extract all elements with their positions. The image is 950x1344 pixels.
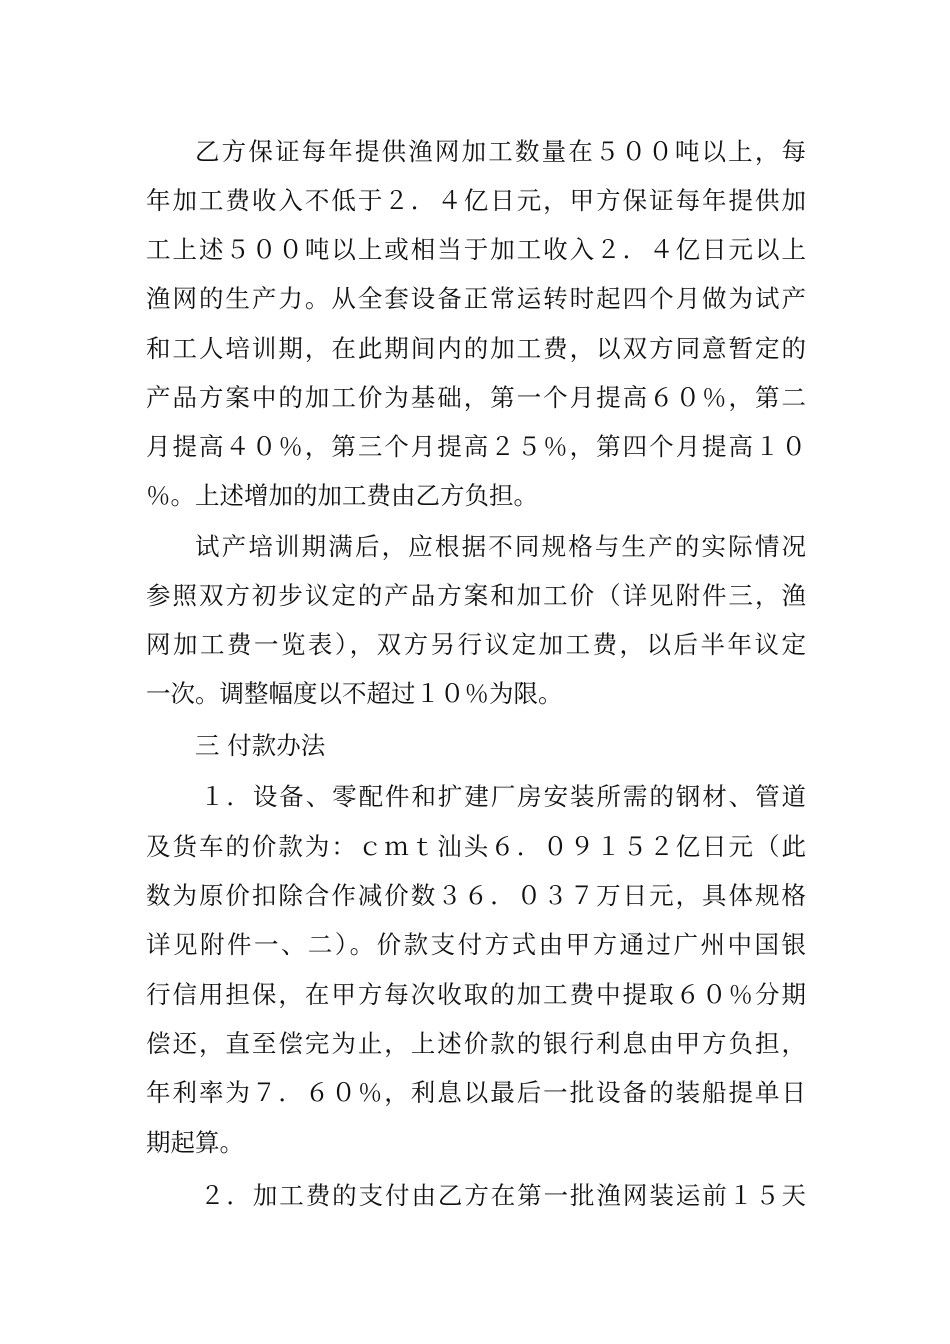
paragraph-line: 年利率为７．６０％，利息以最后一批设备的装船提单日 [146, 1078, 806, 1107]
paragraph-line: 试产培训期满后，应根据不同规格与生产的实际情况 [195, 532, 806, 561]
paragraph-line: 一次。调整幅度以不超过１０％为限。 [146, 679, 563, 708]
paragraph-line: 月提高４０％，第三个月提高２５％，第四个月提高１０ [146, 432, 806, 461]
paragraph-line: １．设备、零配件和扩建厂房安装所需的钢材、管道 [200, 782, 806, 811]
paragraph-line: 期起算。 [146, 1128, 244, 1157]
paragraph-line: 乙方保证每年提供渔网加工数量在５００吨以上，每 [195, 137, 806, 166]
paragraph-line: 参照双方初步议定的产品方案和加工价（详见附件三，渔 [146, 581, 806, 610]
paragraph-line: 偿还，直至偿完为止，上述价款的银行利息由甲方负担， [146, 1029, 806, 1058]
paragraph-line: 和工人培训期，在此期间内的加工费，以双方同意暂定的 [146, 334, 806, 363]
section-heading: 三 付款办法 [195, 731, 326, 760]
paragraph-line: 年加工费收入不低于２．４亿日元，甲方保证每年提供加 [146, 186, 806, 215]
paragraph-line: 及货车的价款为：ｃｍｔ汕头６．０９１５２亿日元（此 [146, 832, 806, 861]
paragraph-line: 网加工费一览表），双方另行议定加工费，以后半年议定 [146, 630, 806, 659]
paragraph-line: 详见附件一、二）。价款支付方式由甲方通过广州中国银 [146, 930, 806, 959]
paragraph-line: 产品方案中的加工价为基础，第一个月提高６０％，第二 [146, 383, 806, 412]
paragraph-line: 数为原价扣除合作减价数３６．０３７万日元，具体规格 [146, 881, 806, 910]
paragraph-line: 工上述５００吨以上或相当于加工收入２．４亿日元以上 [146, 235, 806, 264]
paragraph-line: 渔网的生产力。从全套设备正常运转时起四个月做为试产 [146, 284, 806, 313]
paragraph-line: ％。上述增加的加工费由乙方负担。 [146, 481, 538, 510]
paragraph-line: 行信用担保，在甲方每次收取的加工费中提取６０％分期 [146, 980, 806, 1009]
paragraph-line: ２．加工费的支付由乙方在第一批渔网装运前１５天 [200, 1181, 806, 1210]
